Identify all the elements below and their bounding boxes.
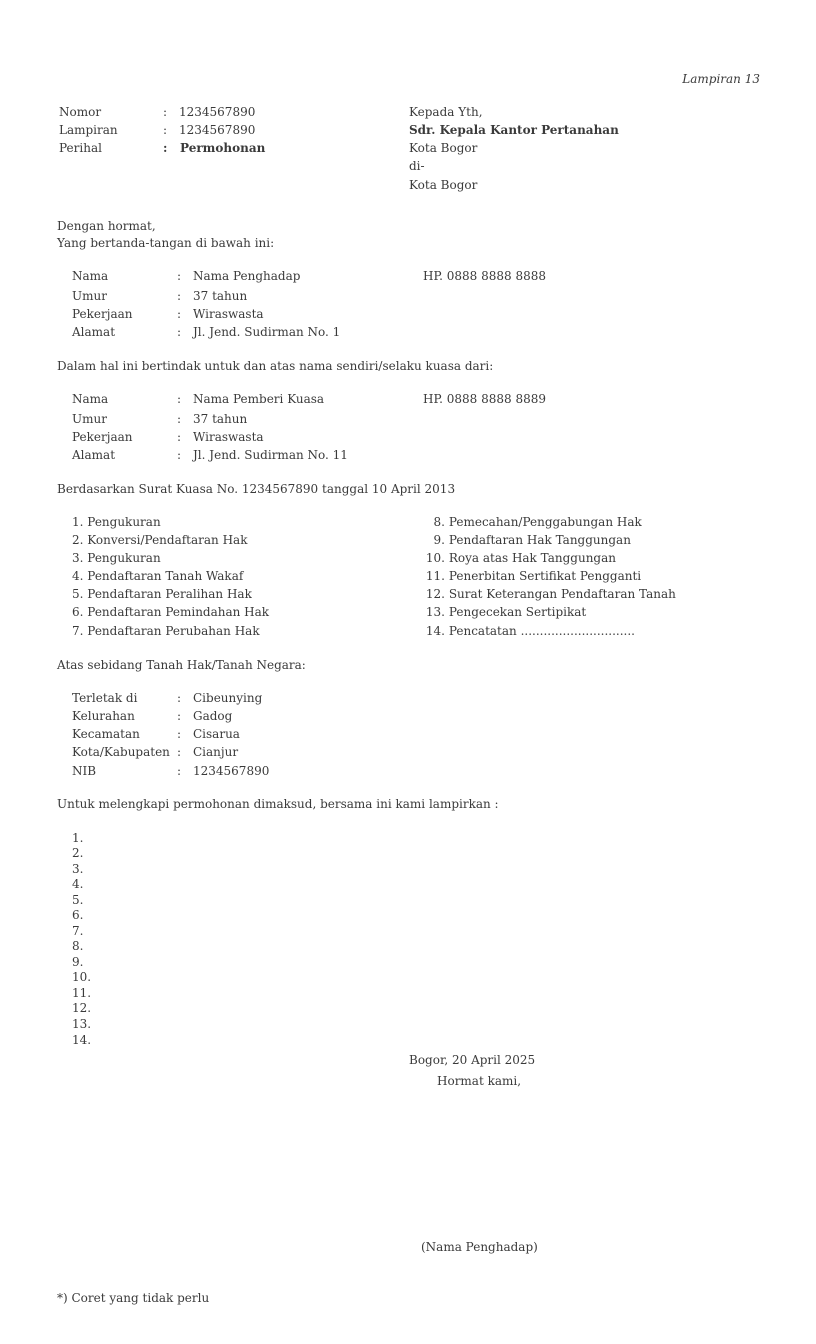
header-value-lampiran: 1234567890 [179,123,256,137]
service-item [423,513,642,531]
service-text: Konversi/Pendaftaran Hak [87,533,248,547]
attachment-item: 1. [72,831,84,845]
attachments-intro: Untuk melengkapi permohonan dimaksud, bersama ini kami lampirkan : [57,797,499,811]
land-intro: Atas sebidang Tanah Hak/Tanah Negara: [57,658,306,672]
principal-name: Nama Pemberi Kuasa [193,392,325,406]
service-item [72,567,243,585]
service-item [72,549,161,567]
service-text: Pencatatan .............................. [448,624,635,638]
service-text: Pendaftaran Pemindahan Hak [87,605,270,619]
field-label: Nama [72,269,109,283]
attachment-item: 5. [72,893,84,907]
service-text: Roya atas Hak Tanggungan [448,551,616,565]
service-text: Pendaftaran Perubahan Hak [87,624,260,638]
field-colon: : [177,745,182,759]
service-item [72,513,161,531]
service-text: Pendaftaran Hak Tanggungan [448,533,631,547]
field-label: Terletak di [72,691,138,705]
service-item [72,603,269,621]
header-value-nomor: 1234567890 [179,105,256,119]
land-kelurahan: Gadog [193,709,233,723]
service-item [423,531,631,549]
land-location: Cibeunying [193,691,263,705]
field-colon: : [177,325,182,339]
applicant-name: Nama Penghadap [193,269,301,283]
intro-text: Yang bertanda-tangan di bawah ini: [57,236,275,250]
attachment-item: 4. [72,877,84,891]
service-text: Pendaftaran Peralihan Hak [87,587,252,601]
field-colon: : [177,269,182,283]
land-kota-kabupaten: Cianjur [193,745,239,759]
service-number: 14. [425,624,445,638]
service-text: Penerbitan Sertifikat Pengganti [448,569,642,583]
field-label: Umur [72,412,107,426]
field-colon: : [177,307,182,321]
service-item [423,567,641,585]
attachment-item: 2. [72,846,84,860]
service-number: 9. [433,533,445,547]
header-colon: : [163,141,168,155]
attachment-item: 6. [72,908,84,922]
field-label: Pekerjaan [72,307,133,321]
applicant-age: 37 tahun [193,289,248,303]
header-value-perihal: Permohonan [180,141,266,155]
field-colon: : [177,412,182,426]
field-colon: : [177,289,182,303]
service-number: 10. [425,551,445,565]
header-label-perihal: Perihal [59,141,102,155]
principal-occupation: Wiraswasta [193,430,264,444]
field-label: Kelurahan [72,709,135,723]
service-number: 12. [425,587,445,601]
header-label-nomor: Nomor [59,105,102,119]
service-item [423,603,586,621]
service-number: 2. [72,533,84,547]
attachment-item: 8. [72,939,84,953]
service-item [423,585,676,603]
attachment-item: 7. [72,924,84,938]
field-label: Alamat [72,448,116,462]
service-number: 3. [72,551,84,565]
service-number: 1. [72,515,84,529]
header-label-lampiran: Lampiran [59,123,118,137]
header-colon: : [163,105,168,119]
service-text: Surat Keterangan Pendaftaran Tanah [448,587,676,601]
land-kecamatan: Cisarua [193,727,240,741]
principal-phone: HP. 0888 8888 8889 [423,392,546,406]
service-number: 13. [425,605,445,619]
field-label: Alamat [72,325,116,339]
attachment-item: 14. [72,1033,92,1047]
service-number: 11. [425,569,445,583]
service-item [72,622,260,640]
service-text: Pendaftaran Tanah Wakaf [87,569,244,583]
signature-name: (Nama Penghadap) [421,1240,538,1254]
field-label: NIB [72,764,97,778]
applicant-phone: HP. 0888 8888 8888 [423,269,546,283]
attachment-item: 3. [72,862,84,876]
field-label: Nama [72,392,109,406]
service-text: Pengukuran [87,515,161,529]
attachment-item: 11. [72,986,92,1000]
field-colon: : [177,691,182,705]
field-colon: : [177,709,182,723]
land-nib: 1234567890 [193,764,270,778]
service-item [423,549,616,567]
field-colon: : [177,392,182,406]
attachment-item: 12. [72,1001,92,1015]
field-colon: : [177,448,182,462]
service-number: 7. [72,624,84,638]
attachment-item: 13. [72,1017,92,1031]
acting-statement: Dalam hal ini bertindak untuk dan atas nama sendiri/selaku kuasa dari: [57,359,494,373]
field-label: Pekerjaan [72,430,133,444]
service-number: 8. [433,515,445,529]
signature-closing: Hormat kami, [437,1074,522,1088]
service-text: Pengukuran [87,551,161,565]
applicant-address: Jl. Jend. Sudirman No. 1 [193,325,341,339]
addressee-line: Kepada Yth, [409,105,483,119]
addressee-recipient: Sdr. Kepala Kantor Pertanahan [409,123,619,137]
power-of-attorney: Berdasarkan Surat Kuasa No. 1234567890 tanggal 10 April 2013 [57,482,456,496]
principal-age: 37 tahun [193,412,248,426]
addressee-line: Kota Bogor [409,178,478,192]
service-item [72,585,252,603]
lampiran-label: Lampiran 13 [682,72,760,86]
principal-address: Jl. Jend. Sudirman No. 11 [193,448,348,462]
field-label: Kota/Kabupaten [72,745,170,759]
service-item [72,531,247,549]
applicant-occupation: Wiraswasta [193,307,264,321]
field-colon: : [177,430,182,444]
service-number: 5. [72,587,84,601]
service-text: Pemecahan/Penggabungan Hak [448,515,642,529]
field-label: Umur [72,289,107,303]
field-colon: : [177,764,182,778]
signature-place-date: Bogor, 20 April 2025 [409,1053,536,1067]
attachment-item: 10. [72,970,92,984]
field-label: Kecamatan [72,727,140,741]
footnote: *) Coret yang tidak perlu [57,1291,210,1305]
service-number: 6. [72,605,84,619]
field-colon: : [177,727,182,741]
service-text: Pengecekan Sertipikat [448,605,587,619]
addressee-line: Kota Bogor [409,141,478,155]
service-number: 4. [72,569,84,583]
attachment-item: 9. [72,955,84,969]
service-item [423,622,635,640]
addressee-line: di- [409,159,425,173]
greeting: Dengan hormat, [57,219,156,233]
header-colon: : [163,123,168,137]
